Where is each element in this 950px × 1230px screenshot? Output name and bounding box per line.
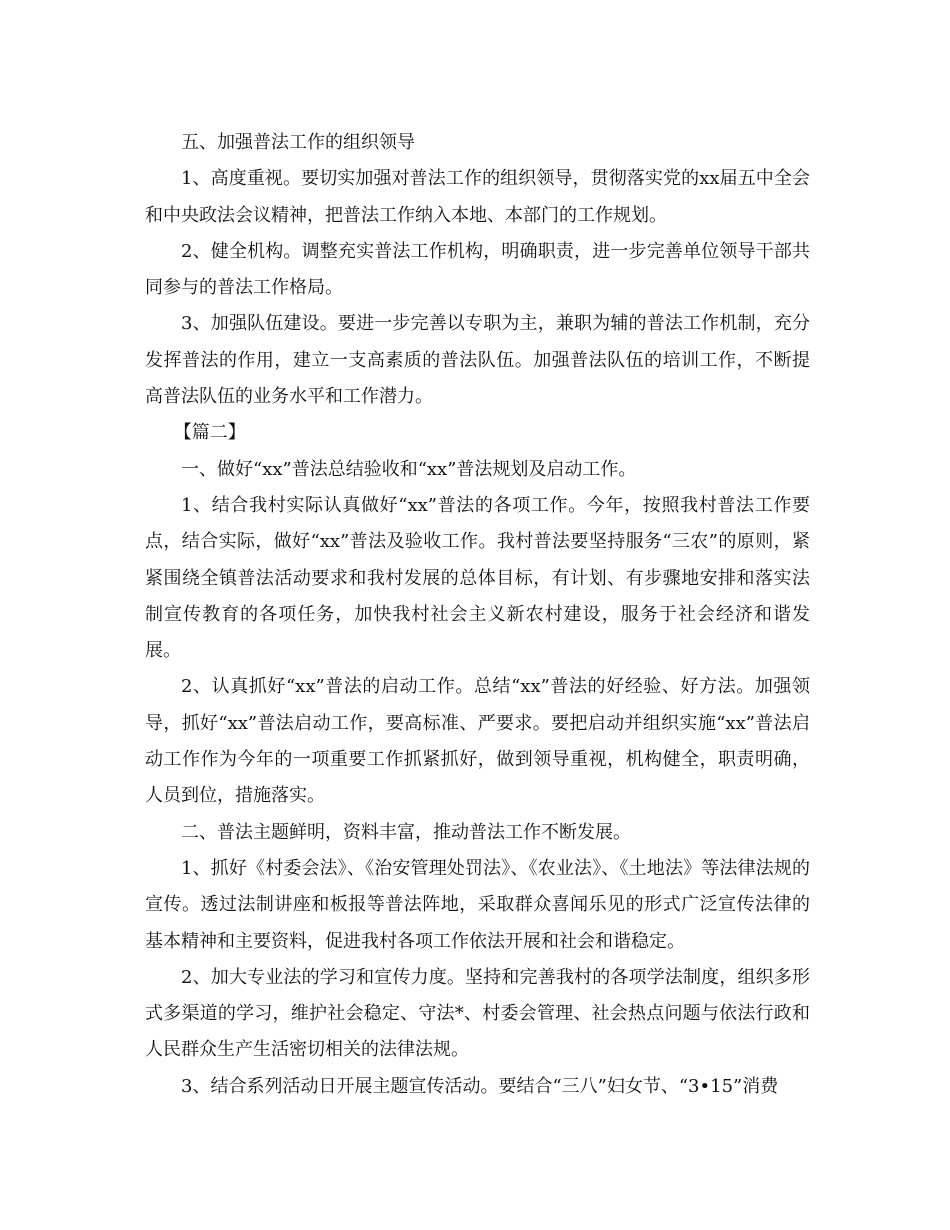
paragraph-institutions: 2、健全机构。调整充实普法工作机构，明确职责，进一步完善单位领导干部共同参与的普法工作格局。 <box>145 240 810 299</box>
section-heading-five: 五、加强普法工作的组织领导 <box>181 132 415 153</box>
paragraph-team-building: 3、加强队伍建设。要进一步完善以专职为主，兼职为辅的普法工作机制，充分发挥普法的作用，建立一支高素质的普法队伍。加强普法队伍的培训工作，不断提高普法队伍的业务水平和工作潜力。 <box>145 313 810 408</box>
section-heading-one: 一、做好“xx”普法总结验收和“xx”普法规划及启动工作。 <box>181 458 637 480</box>
section-marker-part-two: 【篇二】 <box>173 422 246 444</box>
paragraph-village-practice: 1、结合我村实际认真做好“xx”普法的各项工作。今年，按照我村普法工作要点，结合实际，做好“xx”普法及验收工作。我村普法要坚持服务“三农”的原则，紧紧围绕全镇普法活动要求和我村发展的总体目标，有计划、有步骤地安排和落实法制宣传教育的各项任务，加快我村社会主义新农村建设，服务于社会经济和谐发展。 <box>145 494 810 662</box>
section-heading-two: 二、普法主题鲜明，资料丰富，推动普法工作不断发展。 <box>181 821 631 843</box>
document-body <box>145 125 810 1105</box>
paragraph-law-publicity: 1、抓好《村委会法》、《治安管理处罚法》、《农业法》、《土地法》等法律法规的宣传。透过法制讲座和板报等普法阵地，采取群众喜闻乐见的形式广泛宣传法律的基本精神和主要资料，促进我村各项工作依法开展和社会和谐稳定。 <box>145 857 810 952</box>
paragraph-theme-activities: 3、结合系列活动日开展主题宣传活动。要结合“三八”妇女节、“3•15”消费 <box>181 1075 779 1097</box>
paragraph-high-attention: 1、高度重视。要切实加强对普法工作的组织领导，贯彻落实党的xx届五中全会和中央政法会议精神，把普法工作纳入本地、本部门的工作规划。 <box>145 168 810 226</box>
paragraph-launch-work: 2、认真抓好“xx”普法的启动工作。总结“xx”普法的好经验、好方法。加强领导，抓好“xx”普法启动工作，要高标准、严要求。要把启动并组织实施“xx”普法启动工作作为今年的一项重要工作抓紧抓好，做到领导重视，机构健全，职责明确，人员到位，措施落实。 <box>145 676 810 807</box>
paragraph-professional-law: 2、加大专业法的学习和宣传力度。坚持和完善我村的各项学法制度，组织多形式多渠道的学习，维护社会稳定、守法*、村委会管理、社会热点问题与依法行政和人民群众生产生活密切相关的法律法规。 <box>145 966 810 1061</box>
